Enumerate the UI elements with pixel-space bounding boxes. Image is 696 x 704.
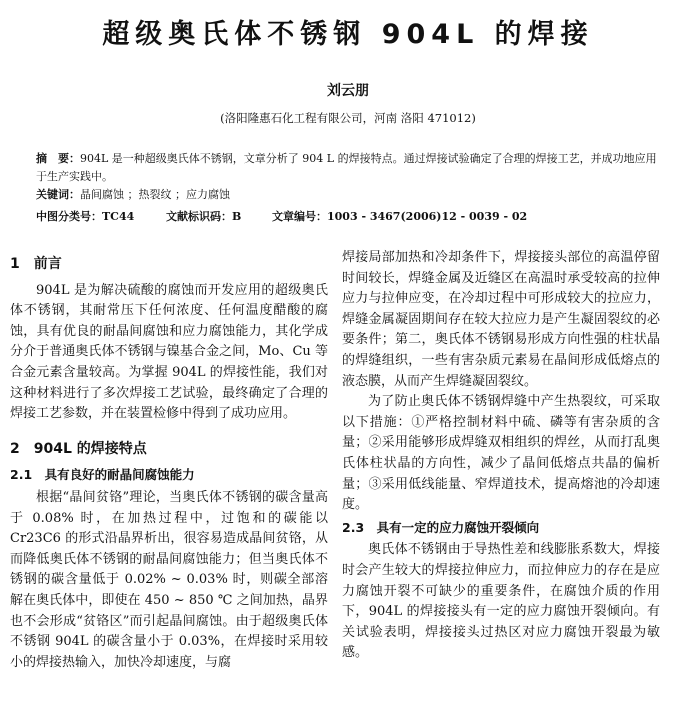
right-column: [342, 248, 660, 664]
abstract: [36, 150, 666, 186]
section-2-heading: 2 904L 的焊接特点: [10, 440, 147, 457]
right-paragraph-2: 为了防止奥氏体不锈钢焊缝中产生热裂纹，可采取以下措施：①严格控制材料中硫、磷等有害杂质的含量；②采用能够形成焊缝双相组织的焊丝，从而打乱奥氏体柱状晶的方向性，减少了晶间低熔点共晶的偏析量；③采用低线能量、窄焊道技术，提高熔池的冷却速度。: [342, 394, 660, 513]
section-2-1-paragraph: 根据“晶间贫铬”理论，当奥氏体不锈钢的碳含量高于 0.08% 时，在加热过程中，过饱和的碳能以 Cr23C6 的形式沿晶界析出，很容易造成晶间贫铬，从而降低奥氏体不锈钢的耐晶间腐蚀能力；但当奥氏体不锈钢的碳含量低于 0.02% ~ 0.03% 时，则碳全部溶解在奥氏体中，即使在 450 ~ 850 ℃ 之间加热，晶界也不会形成“贫铬区”而引起晶间腐蚀。由于超级奥氏体不锈钢 904L 的碳含量小于 0.03%，在焊接时采用较小的焊接热输入，加快冷却速度，与腐: [10, 489, 328, 670]
author-affiliation: (洛阳隆惠石化工程有限公司，河南 洛阳 471012): [220, 111, 476, 125]
section-1-heading: 1 前言: [10, 256, 62, 272]
keywords-label: 关键词：: [36, 188, 80, 201]
paper-title: 超级奥氏体不锈钢 904L 的焊接: [102, 19, 594, 50]
section-2-1-heading: 2.1 具有良好的耐晶间腐蚀能力: [10, 467, 195, 483]
abstract-label: 摘 要：: [36, 152, 80, 165]
clc-number: 中图分类号：TC44: [36, 210, 135, 223]
article-number: 文章编号：1003 - 3467(2006)12 - 0039 - 02: [272, 210, 528, 223]
author-name: 刘云朋: [327, 83, 369, 99]
document-code: 文献标识码：B: [166, 210, 242, 223]
right-paragraph-3: 奥氏体不锈钢由于导热性差和线膨胀系数大，焊接时会产生较大的焊接拉伸应力，而拉伸应力的存在是应力腐蚀开裂不可缺少的重要条件，在腐蚀介质的作用下，904L 的焊接接头有一定的应力腐蚀开裂倾向。有关试验表明，焊接接头过热区对应力腐蚀开裂最为敏感。: [342, 542, 660, 661]
abstract-text: 904L 是一种超级奥氏体不锈钢，文章分析了 904 L 的焊接特点。通过焊接试验确定了合理的焊接工艺，并成功地应用于生产实践中。: [36, 152, 657, 183]
section-1-paragraph: 904L 是为解决硫酸的腐蚀而开发应用的超级奥氏体不锈钢，其耐常压下任何浓度、任何温度醋酸的腐蚀，具有优良的耐晶间腐蚀和应力腐蚀能力，其化学成分介于普通奥氏体不锈钢与镍基合金之间，Mo、Cu 等合金元素含量较高。为掌握 904L 的焊接性能，我们对这种材料进行了多次焊接工艺试验，最终确定了合理的焊接工艺参数，并在装置检修中得到了成功应用。: [10, 282, 328, 422]
left-column: [10, 248, 328, 673]
abstract-block: [36, 150, 666, 204]
keywords: [36, 186, 666, 204]
keywords-text: 晶间腐蚀 ；热裂纹 ；应力腐蚀: [80, 188, 230, 201]
section-2-3-heading: 2.3 具有一定的应力腐蚀开裂倾向: [342, 519, 540, 535]
right-paragraph-1: 焊接局部加热和冷却条件下，焊接接头部位的高温停留时间较长，焊缝金属及近缝区在高温时承受较高的拉伸应力与拉伸应变，在冷却过程中可形成较大的拉应力，焊缝金属凝固期间存在较大拉应力是产生凝固裂纹的必要条件；第二，奥氏体不锈钢易形成方向性强的柱状晶的焊缝组织，一些有害杂质元素易在晶间形成低熔点的液态膜，从而产生焊缝凝固裂纹。: [342, 250, 660, 389]
